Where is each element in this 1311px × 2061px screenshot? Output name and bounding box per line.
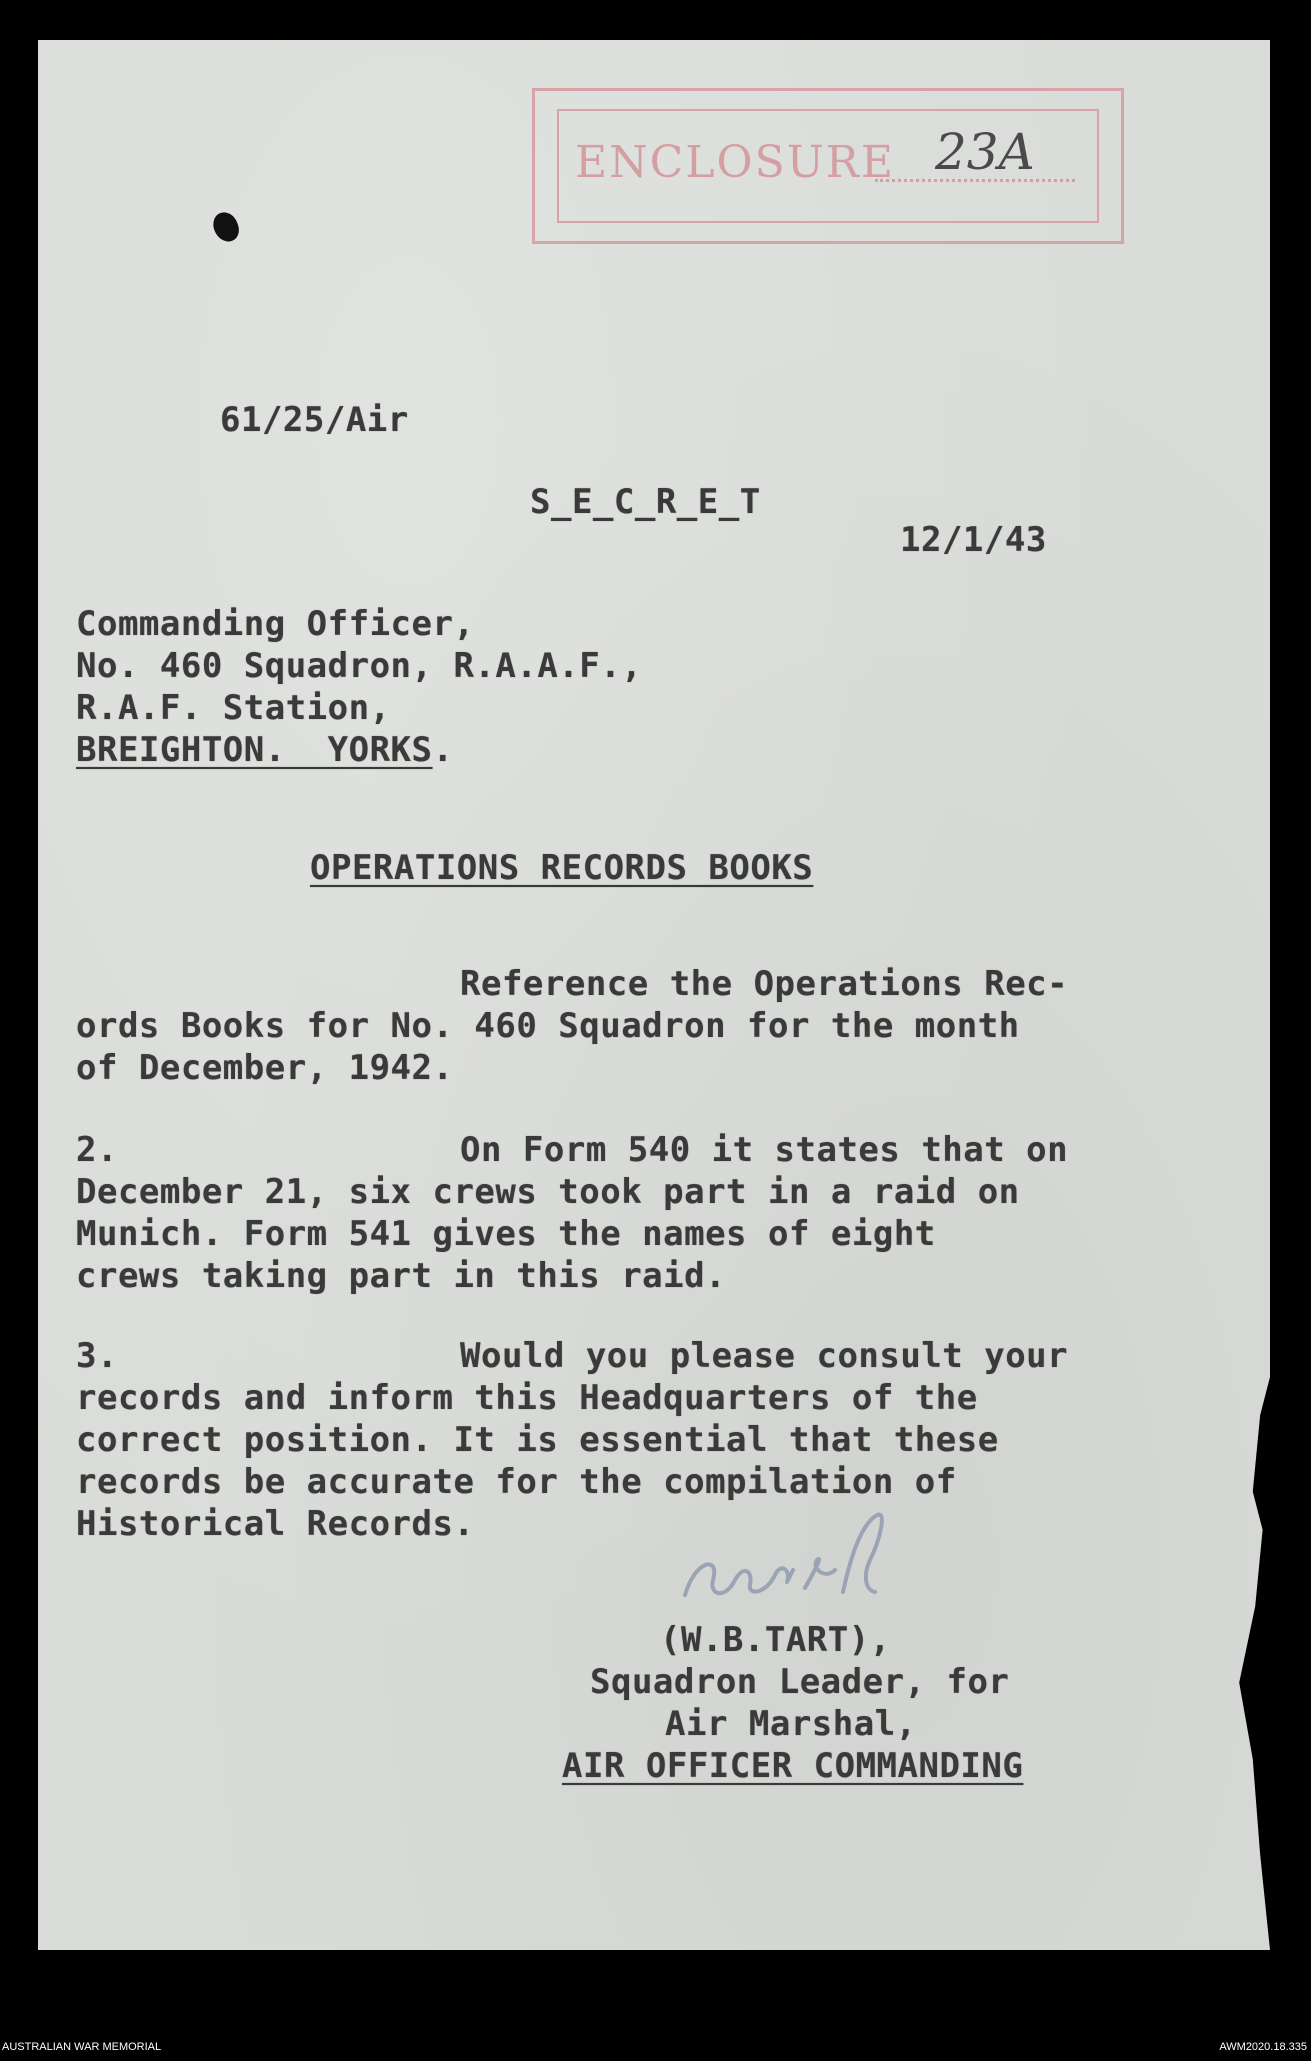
para2-line-1: On Form 540 it states that on [460,1130,1069,1170]
addressee-line-3: R.A.F. Station, [76,688,391,728]
para3-line-1: Would you please consult your [460,1336,1069,1376]
addressee-location-period: . [432,730,454,770]
para3-line-2: records and inform this Headquarters of the [76,1378,978,1418]
para1-line-1: Reference the Operations Rec- [460,964,1069,1004]
addressee-location: BREIGHTON. YORKS [76,730,433,770]
para2-line-3: Munich. Form 541 gives the names of eight [76,1214,936,1254]
file-reference: 61/25/Air [220,400,409,440]
para2-line-2: December 21, six crews took part in a raid on [76,1172,1020,1212]
stamp-handwritten-number: 23A [935,123,1035,181]
signatory-for: Air Marshal, [665,1704,917,1744]
letter-date: 12/1/43 [900,520,1047,560]
addressee-line-2: No. 460 Squadron, R.A.A.F., [76,646,643,686]
enclosure-stamp [532,88,1124,244]
subject-heading: OPERATIONS RECORDS BOOKS [310,848,814,888]
para2-line-4: crews taking part in this raid. [76,1256,727,1296]
signatory-title: AIR OFFICER COMMANDING [562,1746,1024,1786]
stamp-label: ENCLOSURE [575,137,896,188]
para1-line-2: ords Books for No. 460 Squadron for the month [76,1006,1020,1046]
signatory-rank: Squadron Leader, for [590,1662,1010,1702]
addressee-line-4 [76,730,453,771]
para3-number: 3. [76,1336,118,1376]
para3-line-3: correct position. It is essential that these [76,1420,999,1460]
signatory-name: (W.B.TART), [660,1620,891,1660]
addressee-line-1: Commanding Officer, [76,604,475,644]
para3-line-4: records be accurate for the compilation of [76,1462,957,1502]
classification-secret: S_E_C_R_E_T [530,482,761,522]
para2-number: 2. [76,1130,118,1170]
handwritten-signature [665,1500,925,1620]
footer-collection: AUSTRALIAN WAR MEMORIAL [2,2041,162,2053]
para3-line-5: Historical Records. [76,1504,475,1544]
para1-line-3: of December, 1942. [76,1048,454,1088]
footer-accession-number: AWM2020.18.335 [1219,2041,1307,2053]
